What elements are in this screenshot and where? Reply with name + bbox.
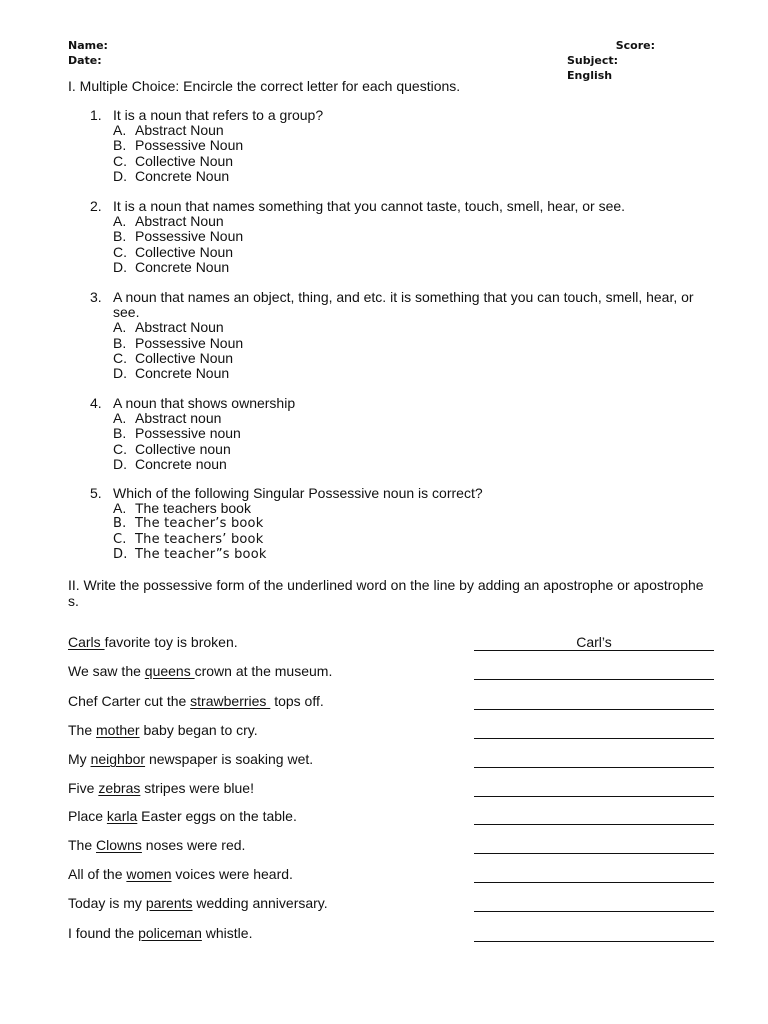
sentence-row <box>68 634 716 654</box>
sentence-row <box>68 925 716 945</box>
option-text: The teachers book <box>135 500 251 517</box>
option-text: The teacher”s book <box>135 546 267 562</box>
option-letter: C. <box>113 349 127 366</box>
question-text: It is a noun that refers to a group? <box>113 107 324 123</box>
underlined-word: strawberries <box>190 693 271 709</box>
name-label: Name: <box>68 39 108 52</box>
option-text: Concrete Noun <box>135 365 230 382</box>
score-label: Score: <box>615 39 655 52</box>
option-text: Concrete Noun <box>135 258 230 275</box>
question-text: Which of the following Singular Possessive noun is correct? <box>113 485 483 501</box>
option-letter: B. <box>113 516 127 532</box>
option-text: The teachers’ book <box>135 531 264 547</box>
option-b[interactable] <box>113 229 700 244</box>
option-letter: D. <box>113 455 127 472</box>
option-c[interactable] <box>113 351 700 366</box>
sentence-text <box>68 925 252 941</box>
sentence-before: My <box>68 751 91 767</box>
sentence-text <box>68 693 324 709</box>
underlined-word: parents <box>145 895 193 911</box>
sentence-before: The <box>68 837 97 853</box>
option-c[interactable] <box>113 442 700 457</box>
sentence-text <box>68 751 313 767</box>
option-d[interactable] <box>113 547 700 562</box>
sentence-row <box>68 866 716 886</box>
option-text: Abstract Noun <box>135 319 224 336</box>
sentence-before: We saw the <box>68 663 145 679</box>
option-text: Abstract Noun <box>135 213 224 230</box>
sentence-row <box>68 780 716 800</box>
header-left <box>68 38 108 68</box>
answer-line[interactable] <box>474 896 714 912</box>
question-3 <box>90 290 700 381</box>
option-letter: A. <box>113 500 127 517</box>
sentence-after: newspaper is soaking wet. <box>145 751 314 767</box>
date-label: Date: <box>68 54 102 67</box>
answer-line[interactable] <box>474 781 714 797</box>
option-letter: D. <box>113 365 127 382</box>
sentence-after: whistle. <box>201 925 253 941</box>
question-5 <box>90 486 700 562</box>
option-letter: C. <box>113 531 127 547</box>
question-1 <box>90 108 700 184</box>
sentence-after: crown at the museum. <box>194 663 333 679</box>
question-number: 4. <box>90 395 102 411</box>
option-text: Concrete Noun <box>135 167 230 184</box>
question-text: It is a noun that names something that you cannot taste, touch, smell, hear, or see. <box>113 198 626 214</box>
sentence-after: noses were red. <box>141 837 246 853</box>
sentence-text <box>68 780 254 796</box>
option-letter: D. <box>113 167 127 184</box>
option-b[interactable] <box>113 516 700 531</box>
section-1-title: I. Multiple Choice: Encircle the correct letter for each questions. <box>68 78 461 94</box>
option-b[interactable] <box>113 138 700 153</box>
option-c[interactable] <box>113 245 700 260</box>
option-letter: D. <box>113 546 128 562</box>
underlined-word: Clowns <box>96 837 142 853</box>
option-text: Possessive Noun <box>135 334 244 351</box>
sentence-text <box>68 634 238 650</box>
option-letter: A. <box>113 410 127 427</box>
question-number: 1. <box>90 107 102 123</box>
option-d[interactable] <box>113 260 700 275</box>
option-d[interactable] <box>113 457 700 472</box>
option-c[interactable] <box>113 532 700 547</box>
underlined-word: policeman <box>138 925 202 941</box>
sentence-after: baby began to cry. <box>139 722 258 738</box>
underlined-word: zebras <box>98 780 141 796</box>
sentence-before: Five <box>68 780 99 796</box>
sentence-row <box>68 895 716 915</box>
sentence-row <box>68 722 716 742</box>
option-letter: B. <box>113 334 127 351</box>
sentence-before: I found the <box>68 925 139 941</box>
question-number: 3. <box>90 289 102 305</box>
answer-line[interactable]: Carl’s <box>474 635 714 651</box>
sentence-text <box>68 722 258 738</box>
header-right <box>567 38 655 83</box>
sentence-row <box>68 663 716 683</box>
underlined-word: karla <box>106 808 138 824</box>
question-number: 2. <box>90 198 102 214</box>
option-text: Possessive Noun <box>135 228 244 245</box>
underlined-word: mother <box>96 722 140 738</box>
option-text: Abstract Noun <box>135 122 224 139</box>
option-text: Possessive Noun <box>135 137 244 154</box>
option-letter: B. <box>113 228 127 245</box>
underlined-word: queens <box>144 663 195 679</box>
option-text: Possessive noun <box>135 425 241 442</box>
sentence-before: Today is my <box>68 895 146 911</box>
underlined-word: women <box>126 866 172 882</box>
option-letter: C. <box>113 243 127 260</box>
answer-line[interactable] <box>474 723 714 739</box>
sentence-text <box>68 866 293 882</box>
option-text: Concrete noun <box>135 455 227 472</box>
question-number: 5. <box>90 485 102 501</box>
option-letter: B. <box>113 425 127 442</box>
option-text: Abstract noun <box>135 410 222 427</box>
question-text: A noun that shows ownership <box>113 395 296 411</box>
question-4 <box>90 396 700 472</box>
option-a[interactable] <box>113 214 700 229</box>
sentence-after: stripes were blue! <box>140 780 254 796</box>
answer-line[interactable] <box>474 926 714 942</box>
sentence-text <box>68 808 297 824</box>
option-a[interactable] <box>113 411 700 426</box>
option-text: Collective Noun <box>135 152 234 169</box>
sentence-before: The <box>68 722 97 738</box>
option-a[interactable] <box>113 320 700 335</box>
option-text: Collective noun <box>135 440 231 457</box>
question-2 <box>90 199 700 275</box>
option-letter: C. <box>113 152 127 169</box>
sentence-after: Easter eggs on the table. <box>137 808 297 824</box>
option-text: Collective Noun <box>135 243 234 260</box>
answer-line[interactable] <box>474 809 714 825</box>
sentence-text <box>68 837 245 853</box>
option-letter: D. <box>113 258 127 275</box>
sentence-after: tops off. <box>270 693 324 709</box>
answer-line[interactable] <box>474 664 714 680</box>
sentence-row <box>68 808 716 828</box>
sentence-before: All of the <box>68 866 127 882</box>
answer-line[interactable] <box>474 838 714 854</box>
option-letter: A. <box>113 213 127 230</box>
answer-line[interactable] <box>474 867 714 883</box>
option-b[interactable] <box>113 426 700 441</box>
option-a[interactable] <box>113 501 700 516</box>
subject-label: Subject: English <box>567 54 619 82</box>
sentence-before: Place <box>68 808 107 824</box>
answer-line[interactable] <box>474 694 714 710</box>
option-letter: A. <box>113 122 127 139</box>
option-text: The teacher’s book <box>135 516 264 532</box>
option-c[interactable] <box>113 154 700 169</box>
underlined-word: Carls <box>68 634 105 650</box>
answer-line[interactable] <box>474 752 714 768</box>
option-b[interactable] <box>113 336 700 351</box>
sentence-row <box>68 751 716 771</box>
option-letter: B. <box>113 137 127 154</box>
underlined-word: neighbor <box>90 751 146 767</box>
option-d[interactable] <box>113 169 700 184</box>
question-text: A noun that names an object, thing, and etc. it is something that you can touch, smell, hear, or see. <box>113 289 694 321</box>
sentence-row <box>68 837 716 857</box>
option-a[interactable] <box>113 123 700 138</box>
sentence-before: Chef Carter cut the <box>68 693 191 709</box>
sentence-after: voices were heard. <box>171 866 293 882</box>
sentence-row <box>68 693 716 713</box>
option-letter: A. <box>113 319 127 336</box>
option-d[interactable] <box>113 366 700 381</box>
sentence-text <box>68 663 332 679</box>
option-text: Collective Noun <box>135 349 234 366</box>
section-2-title: II. Write the possessive form of the underlined word on the line by adding an apostrophe or apostrophe s. <box>68 577 704 609</box>
sentence-text <box>68 895 328 911</box>
option-letter: C. <box>113 440 127 457</box>
sentence-after: favorite toy is broken. <box>104 634 238 650</box>
sentence-after: wedding anniversary. <box>192 895 328 911</box>
